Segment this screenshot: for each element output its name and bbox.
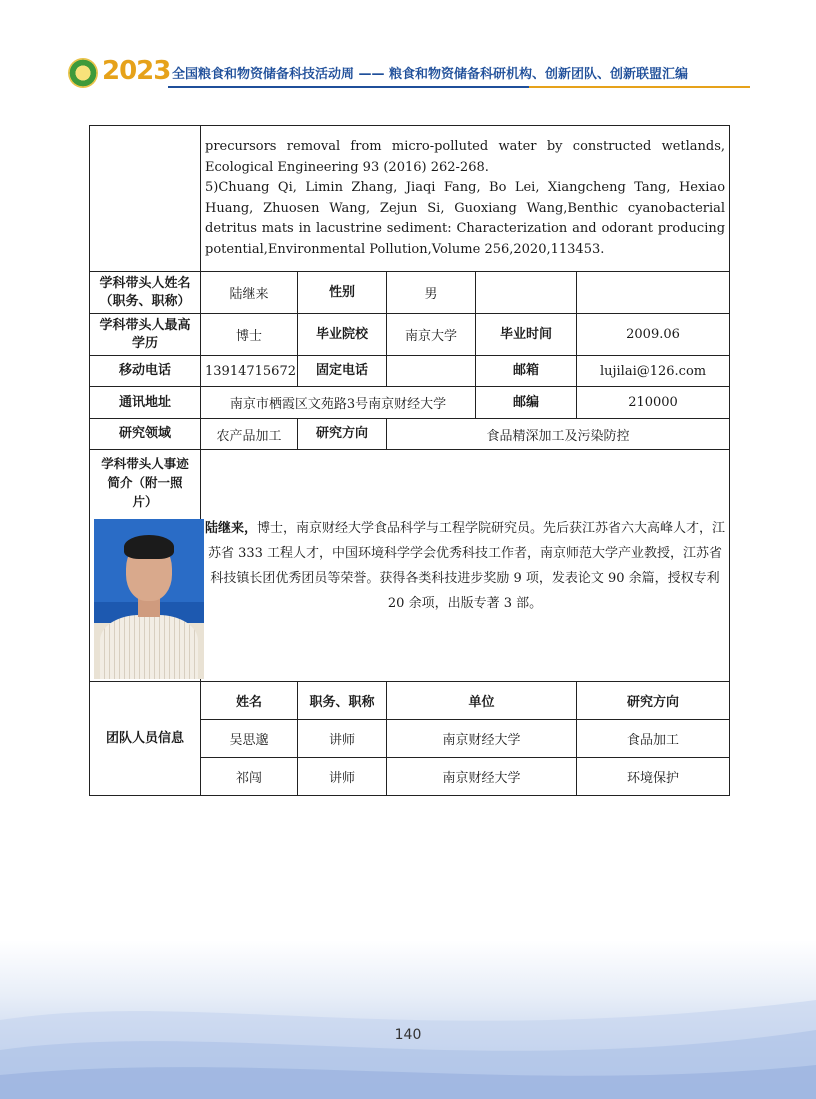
leader-photo	[94, 519, 204, 679]
member-direction: 环境保护	[577, 758, 730, 796]
gender-label: 性别	[298, 272, 387, 314]
references-row	[90, 126, 730, 272]
name-value: 陆继来	[201, 272, 298, 314]
profile-table	[89, 125, 730, 796]
mobile-value: 13914715672	[201, 356, 298, 387]
address-row	[90, 387, 730, 419]
bio-row	[90, 450, 730, 682]
graduation-label: 毕业时间	[476, 314, 577, 356]
photo-shirt	[100, 615, 198, 679]
contact-row	[90, 356, 730, 387]
field-label: 研究领域	[90, 419, 201, 450]
education-value: 博士	[201, 314, 298, 356]
team-header-direction: 研究方向	[577, 682, 730, 720]
grain-logo-icon	[68, 58, 98, 88]
graduation-value: 2009.06	[577, 314, 730, 356]
name-row	[90, 272, 730, 314]
address-label: 通讯地址	[90, 387, 201, 419]
email-value: lujilai@126.com	[577, 356, 730, 387]
phone-label: 固定电话	[298, 356, 387, 387]
page-number: 140	[394, 1027, 422, 1043]
member-name: 祁闯	[201, 758, 298, 796]
education-row	[90, 314, 730, 356]
photo-hair	[124, 535, 174, 559]
zip-label: 邮编	[476, 387, 577, 419]
mobile-label: 移动电话	[90, 356, 201, 387]
member-direction: 食品加工	[577, 720, 730, 758]
name-label: 学科带头人姓名（职务、职称）	[90, 272, 201, 314]
member-name: 吴思邈	[201, 720, 298, 758]
direction-value: 食品精深加工及污染防控	[387, 419, 730, 450]
education-label: 学科带头人最高学历	[90, 314, 201, 356]
research-row	[90, 419, 730, 450]
header-year: 2023	[102, 56, 171, 86]
reference-item: precursors removal from micro-polluted water by constructed wetlands, Ecological Engineering 93 (2016) 262-268.	[205, 139, 726, 175]
page-header	[68, 56, 750, 90]
member-title: 讲师	[298, 720, 387, 758]
zip-value: 210000	[577, 387, 730, 419]
email-label: 邮箱	[476, 356, 577, 387]
reference-item: 5)Chuang Qi, Limin Zhang, Jiaqi Fang, Bo Lei, Xiangcheng Tang, Hexiao Huang, Zhuosen Wang, Zejun Si, Guoxiang Wang,Benthic cyanobacterial detritus mats in lacustrine sediment: Characterization and odorant producing potential,Environmental Pollution,Volume 256,2020,113453.	[205, 180, 726, 257]
header-divider	[168, 86, 750, 88]
school-label: 毕业院校	[298, 314, 387, 356]
bio-text: 博士，南京财经大学食品科学与工程学院研究员。先后获江苏省六大高峰人才，江苏省 333 工程人才，中国环境科学学会优秀科技工作者，南京师范大学产业教授，江苏省科技镇长团优秀团员等荣誉。获得各类科技进步奖励 9 项，发表论文 90 余篇，授权专利 20 余项，出版专著 3 部。	[207, 520, 726, 611]
field-value: 农产品加工	[201, 419, 298, 450]
team-header-title: 职务、职称	[298, 682, 387, 720]
team-header-unit: 单位	[387, 682, 577, 720]
bio-label: 学科带头人事迹简介（附一照片）	[101, 456, 189, 509]
team-label: 团队人员信息	[90, 682, 201, 796]
references-label-cell	[90, 126, 201, 272]
gender-value: 男	[387, 272, 476, 314]
bio-label-cell	[90, 450, 201, 682]
direction-label: 研究方向	[298, 419, 387, 450]
empty-cell	[577, 272, 730, 314]
references-cell	[201, 126, 730, 272]
team-header-name: 姓名	[201, 682, 298, 720]
team-header-row	[90, 682, 730, 720]
bio-name: 陆继来，	[205, 520, 258, 536]
school-value: 南京大学	[387, 314, 476, 356]
address-value: 南京市栖霞区文苑路3号南京财经大学	[201, 387, 476, 419]
member-unit: 南京财经大学	[387, 720, 577, 758]
bio-text-cell	[201, 450, 730, 682]
header-title: 全国粮食和物资储备科技活动周 —— 粮食和物资储备科研机构、创新团队、创新联盟汇编	[172, 67, 689, 82]
member-unit: 南京财经大学	[387, 758, 577, 796]
member-title: 讲师	[298, 758, 387, 796]
empty-cell	[476, 272, 577, 314]
phone-value	[387, 356, 476, 387]
